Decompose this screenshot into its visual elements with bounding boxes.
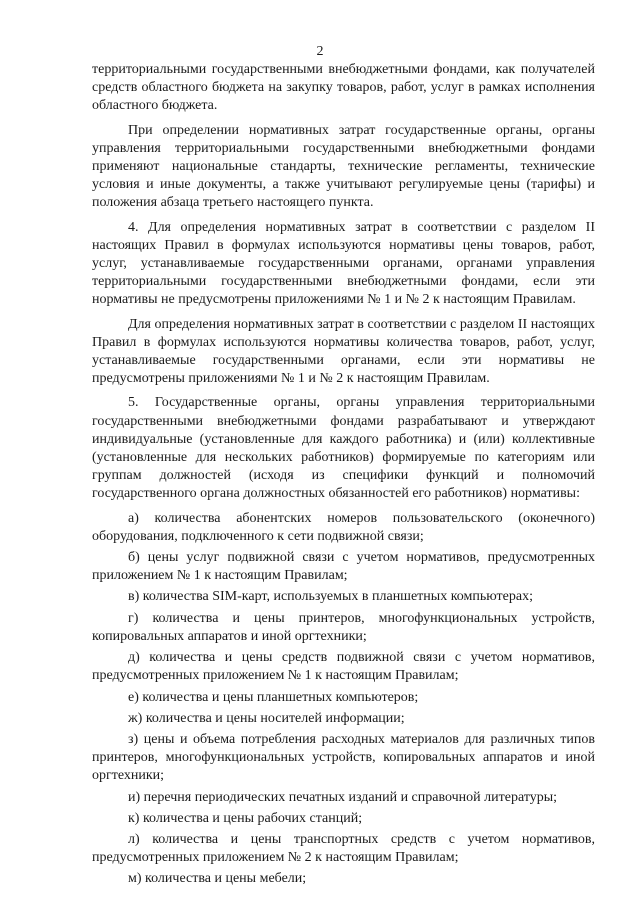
list-item-i: и) перечня периодических печатных изданий и справочной литературы; (128, 789, 558, 805)
list-item-z: з) цены и объема потребления расходных материалов для различных типов принтеров, многофункциональных устройств, копировальных аппаратов и иной оргтехники; (92, 731, 595, 784)
list-item-m: м) количества и цены мебели; (128, 871, 307, 887)
list-item-a: а) количества абонентских номеров пользовательского (оконечного) оборудования, подключенного к сети подвижной связи; (92, 510, 595, 544)
list-item-l: л) количества и цены транспортных средств с учетом нормативов, предусмотренных приложением № 2 к настоящим Правилам; (92, 831, 595, 866)
paragraph-continuation: территориальными государственными внебюджетными фондами, как получателей средств областного бюджета на закупку товаров, работ, услуг в рамках исполнения областного бюджета. (92, 62, 595, 114)
list-item-v: в) количества SIM-карт, используемых в планшетных компьютерах; (128, 589, 533, 605)
paragraph-standards: При определении нормативных затрат государственные органы, органы управления территориальными государственными внебюджетными фондами применяют национальные стандарты, технические регламенты, технические условия и иные документы, а также учитывают регулируемые цены (тарифы) и положения абзаца третьего настоящего пункта. (92, 122, 595, 211)
list-item-e: е) количества и цены планшетных компьютеров; (128, 689, 419, 705)
list-item-g: г) количества и цены принтеров, многофункциональных устройств, копировальных аппаратов и иной оргтехники; (92, 610, 595, 644)
list-item-b: б) цены услуг подвижной связи с учетом нормативов, предусмотренных приложением № 1 к настоящим Правилам; (92, 550, 595, 584)
list-item-k: к) количества и цены рабочих станций; (128, 810, 363, 826)
paragraph-quantity-norms: Для определения нормативных затрат в соответствии с разделом II настоящих Правил в формулах используются нормативы количества товаров, работ, услуг, устанавливаемые государственными органами, если эти нормативы не предусмотрены приложениями № 1 и № 2 к настоящим Правилам. (92, 316, 595, 387)
document-body (92, 61, 595, 889)
paragraph-item-5: 5. Государственные органы, органы управления территориальными государственными внебюджетными фондами разрабатывают и утверждают индивидуальные (установленные для каждого работника) и (или) коллективные (установленные для нескольких работников) формируемые по категориям или группам должностей (исходя из специфики функций и полномочий государственного органа должностных обязанностей его работников) нормативы: (92, 395, 595, 502)
list-item-zh: ж) количества и цены носителей информации; (128, 710, 405, 726)
page-number: 2 (316, 44, 324, 59)
list-item-d: д) количества и цены средств подвижной связи с учетом нормативов, предусмотренных приложением № 1 к настоящим Правилам; (92, 650, 595, 684)
paragraph-item-4: 4. Для определения нормативных затрат в соответствии с разделом II настоящих Правил в формулах используются нормативы цены товаров, работ, услуг, устанавливаемые государственными органами, органами управления территориальными государственными внебюджетными фондами, если эти нормативы не предусмотрены приложениями № 1 и № 2 к настоящим Правилам. (92, 219, 595, 308)
